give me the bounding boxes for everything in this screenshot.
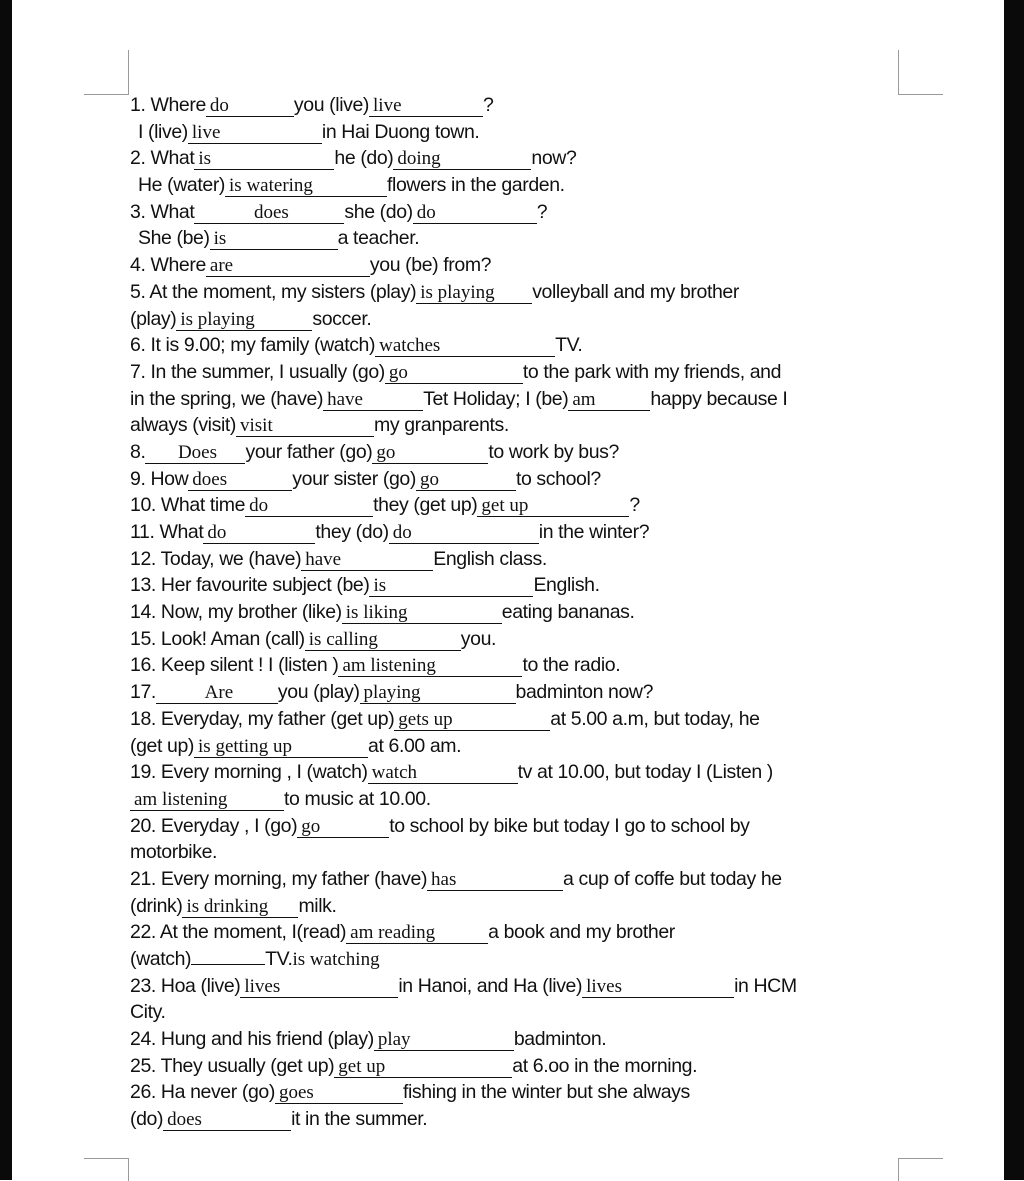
answer-blank: watch: [368, 763, 518, 784]
question-line: 23. Hoa (live) lives in Hanoi, and Ha (live) lives in HCM: [130, 974, 797, 997]
question-line: 11. What do they (do) do in the winter?: [130, 521, 650, 543]
answer-blank: is: [194, 149, 334, 170]
question-line: 25. They usually (get up) get up at 6.oo in the morning.: [130, 1054, 698, 1077]
answer-blank: go: [385, 363, 523, 384]
answer-blank: have: [323, 390, 423, 411]
answer-blank: Does: [145, 443, 245, 464]
answer-blank: lives: [240, 977, 398, 998]
corner-mark-bottom-right: [898, 1158, 943, 1181]
answer-blank: go: [416, 470, 516, 491]
question-line: always (visit) visit my granparents.: [130, 414, 509, 437]
question-line: 24. Hung and his friend (play) play badminton.: [130, 1028, 607, 1051]
question-line: 19. Every morning , I (watch) watch tv at 10.00, but today I (Listen ): [130, 761, 773, 784]
answer-blank: is calling: [305, 630, 461, 651]
question-line: 5. At the moment, my sisters (play) is playing volleyball and my brother: [130, 280, 739, 303]
answer-blank: do: [203, 523, 315, 544]
answer-blank: have: [301, 550, 433, 571]
answer-blank: does: [194, 203, 344, 224]
question-line: 17. Are you (play) playing badminton now?: [130, 681, 654, 704]
corner-mark-top-right: [898, 50, 943, 95]
answer-blank: goes: [275, 1083, 403, 1104]
answer-blank: watches: [375, 336, 555, 357]
answer-blank: is watering: [225, 176, 387, 197]
answer-blank: [191, 964, 265, 965]
corner-mark-bottom-left: [84, 1158, 129, 1181]
corner-mark-top-left: [84, 50, 129, 95]
answer-blank: Are: [156, 683, 278, 704]
answer-blank: playing: [360, 683, 516, 704]
answer-blank: play: [374, 1030, 514, 1051]
question-line: 8. Does your father (go) go to work by bus?: [130, 440, 619, 463]
answer-blank: do: [206, 96, 294, 117]
answer-blank: go: [297, 817, 389, 838]
question-line: 7. In the summer, I usually (go) go to the park with my friends, and: [130, 360, 782, 383]
answer-blank: do: [413, 203, 537, 224]
question-line: 21. Every morning, my father (have) has a cup of coffe but today he: [130, 867, 782, 890]
answer-blank: does: [188, 470, 292, 491]
question-line: She (be) is a teacher.: [138, 227, 420, 250]
answer-blank: am reading: [346, 923, 488, 944]
answer-blank: lives: [582, 977, 734, 998]
answer-blank: is: [369, 576, 533, 597]
question-line: 26. Ha never (go) goes fishing in the winter but she always: [130, 1081, 690, 1104]
answer-blank: get up: [477, 496, 629, 517]
question-line: 18. Everyday, my father (get up) gets up at 5.00 a.m, but today, he: [130, 707, 760, 730]
answer-blank: is getting up: [194, 737, 368, 758]
answer-blank: is drinking: [182, 897, 298, 918]
question-line: City.: [130, 1001, 166, 1024]
answer-blank: gets up: [394, 710, 550, 731]
answer-blank: are: [206, 256, 370, 277]
answer-blank: get up: [334, 1057, 512, 1078]
answer-blank: is playing: [176, 310, 312, 331]
question-line: in the spring, we (have) have Tet Holiday; I (be) am happy because I: [130, 387, 788, 410]
question-line: (drink) is drinking milk.: [130, 894, 337, 917]
question-line: 10. What time do they (get up) get up ?: [130, 494, 640, 517]
question-line: 1. Where do you (live) live ?: [130, 94, 494, 116]
question-line: 20. Everyday , I (go) go to school by bike but today I go to school by: [130, 814, 750, 837]
question-line: 9. How does your sister (go) go to school?: [130, 467, 601, 490]
answer-blank: has: [427, 870, 563, 891]
answer-blank: am: [568, 390, 650, 411]
answer-blank: go: [372, 443, 488, 464]
question-line: 12. Today, we (have) have English class.: [130, 547, 547, 570]
question-line: (get up) is getting up at 6.00 am.: [130, 734, 462, 757]
question-line: (watch) TV.is watching: [130, 948, 380, 970]
question-line: 4. Where are you (be) from?: [130, 254, 492, 277]
answer-blank: do: [389, 523, 539, 544]
question-line: (play) is playing soccer.: [130, 307, 372, 330]
question-line: 22. At the moment, I(read) am reading a book and my brother: [130, 921, 675, 944]
question-line: (do) does it in the summer.: [130, 1108, 428, 1131]
question-line: He (water) is watering flowers in the garden.: [138, 174, 565, 197]
answer-blank: is playing: [416, 283, 532, 304]
answer-blank: am listening: [130, 790, 284, 811]
worksheet: [130, 92, 892, 1133]
question-line: I (live) live in Hai Duong town.: [138, 120, 480, 143]
right-dark-border: [1004, 0, 1024, 1180]
question-line: motorbike.: [130, 841, 218, 864]
answer-blank: does: [163, 1110, 291, 1131]
answer-blank: doing: [393, 149, 531, 170]
answer-blank: visit: [236, 416, 374, 437]
answer-blank: is liking: [342, 603, 502, 624]
question-line: 3. What does she (do) do ?: [130, 200, 548, 223]
question-line: 15. Look! Aman (call) is calling you.: [130, 627, 497, 650]
answer-blank: live: [188, 123, 322, 144]
question-line: 16. Keep silent ! I (listen ) am listening to the radio.: [130, 654, 621, 677]
question-line: 2. What is he (do) doing now?: [130, 147, 577, 170]
answer-blank: am listening: [338, 656, 522, 677]
question-line: 13. Her favourite subject (be) is English.: [130, 574, 600, 597]
handwritten-answer: is watching: [292, 949, 380, 970]
answer-blank: is: [210, 229, 338, 250]
question-line: 14. Now, my brother (like) is liking eating bananas.: [130, 601, 635, 624]
left-dark-border: [0, 0, 12, 1180]
question-line: am listening to music at 10.00.: [130, 786, 892, 813]
answer-blank: do: [245, 496, 373, 517]
answer-blank: live: [369, 96, 483, 117]
question-line: 6. It is 9.00; my family (watch) watches TV.: [130, 334, 583, 357]
